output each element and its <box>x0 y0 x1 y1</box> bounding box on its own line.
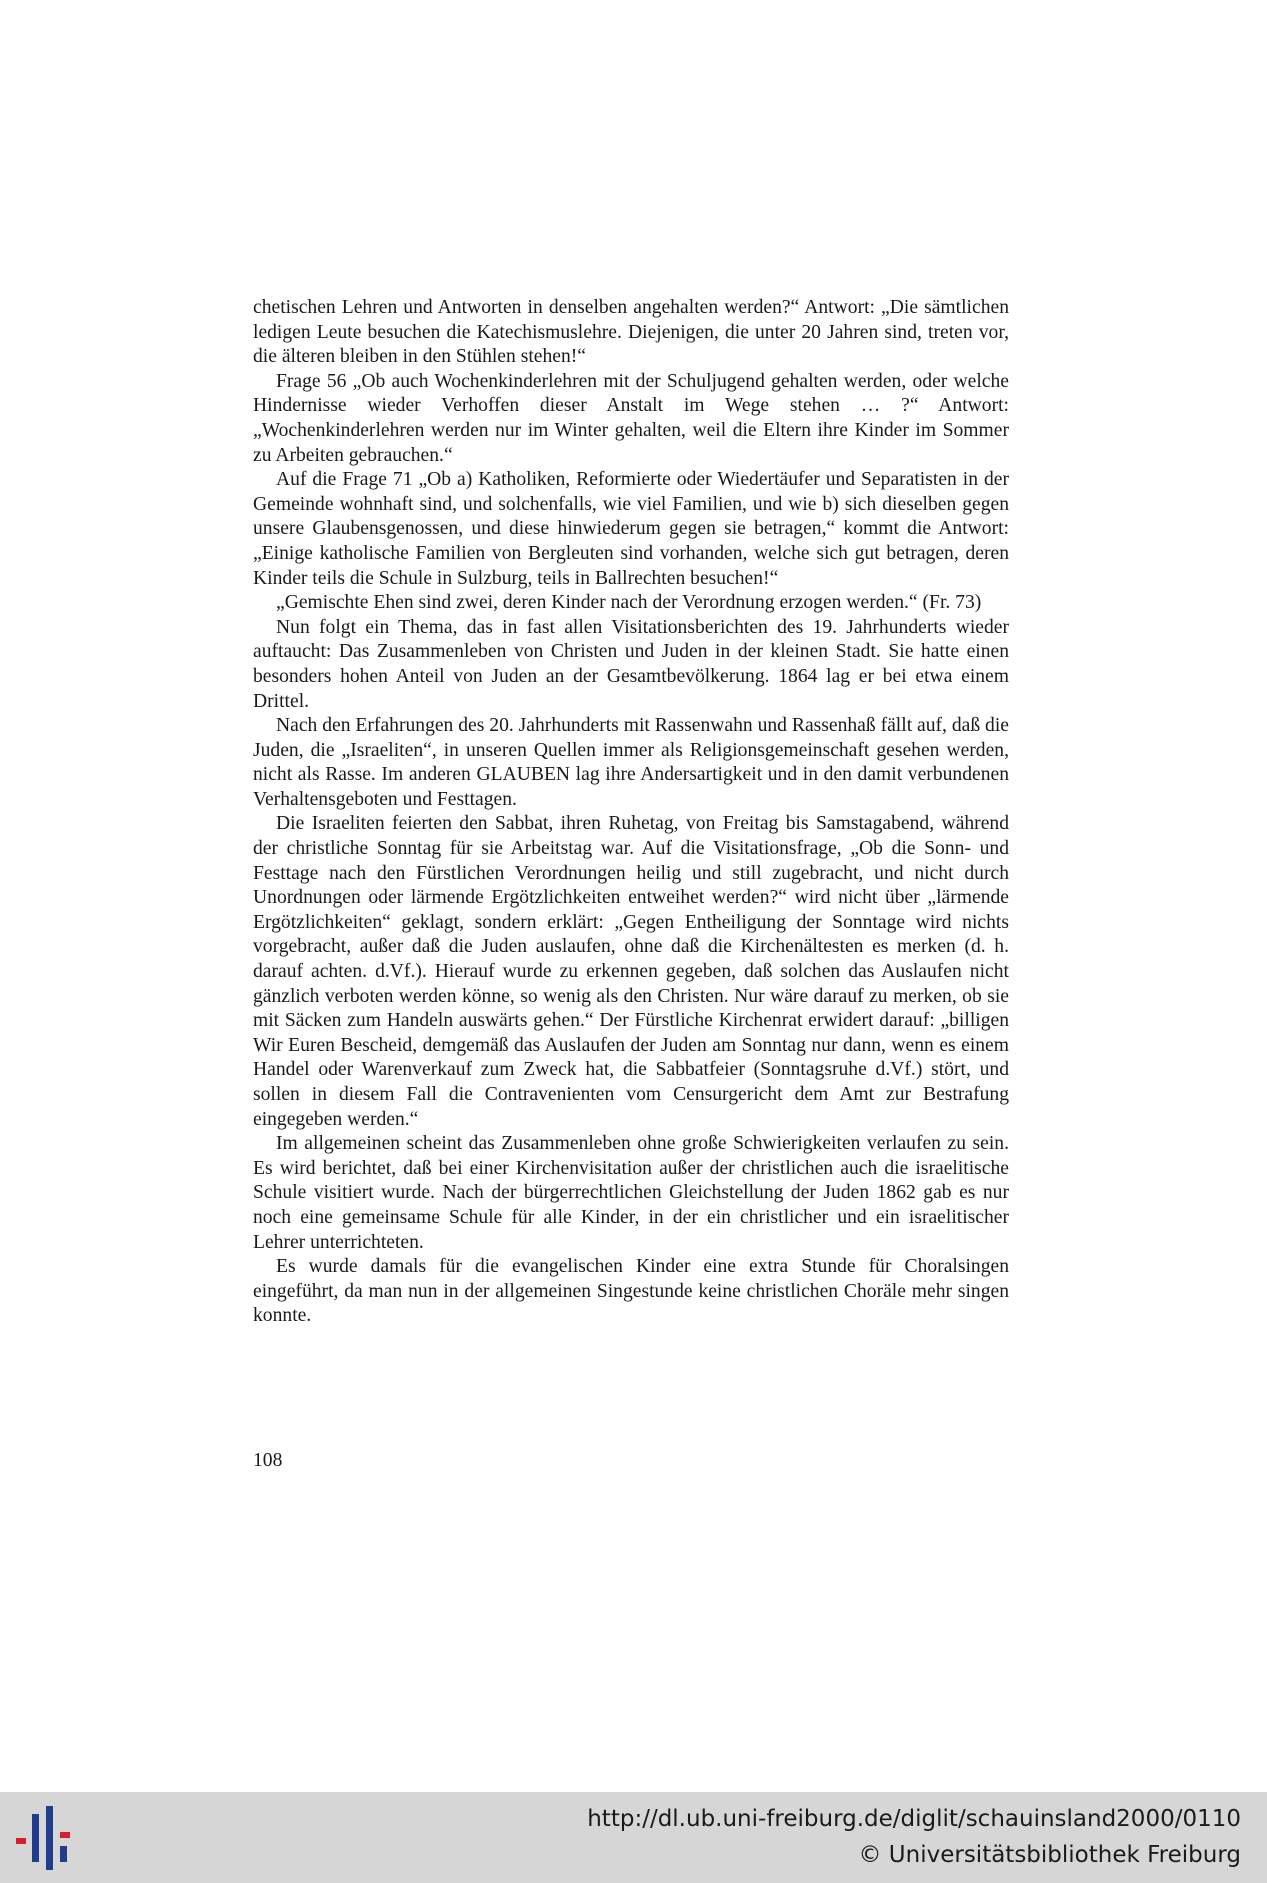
paragraph: „Gemischte Ehen sind zwei, deren Kinder nach der Verordnung erzogen werden.“ (Fr. 73) <box>276 592 982 614</box>
source-url-link[interactable]: http://dl.ub.uni-freiburg.de/diglit/schauinsland2000/0110 <box>587 1806 1241 1832</box>
paragraph: Auf die Frage 71 „Ob a) Katholiken, Reformierte oder Wiedertäufer und Separatisten in der Gemeinde wohnhaft sind, und solchenfalls, wie viel Familien, und wie b) sich dieselben gegen unsere Glaubensgenossen, und diese hinwiederum gegen sie betragen,“ kommt die Antwort: „Einige katholische Familien von Bergleuten sind vorhanden, welche sich gut betragen, deren Kinder teils die Schule in Sulzburg, teils in Ballrechten besuchen!“ <box>253 469 1009 589</box>
footer-bar <box>0 1792 1267 1883</box>
paragraph: Die Israeliten feierten den Sabbat, ihren Ruhetag, von Freitag bis Samstagabend, während der christliche Sonntag für sie Arbeitstag war. Auf die Visitationsfrage, „Ob die Sonn- und Festtage nach den Fürstlichen Verordnungen heilig und still zugebracht, und nicht durch Unordnungen oder lärmende Ergötzlichkeiten entweihet werden?“ wird nicht über „lärmende Ergötzlichkeiten“ geklagt, sondern erklärt: „Gegen Entheiligung der Sonntage wird nichts vorgebracht, außer daß die Juden auslaufen, ohne daß die Kirchenältesten es merken (d. h. darauf achten. d.Vf.). Hierauf wurde zu erkennen gegeben, daß solchen das Auslaufen nicht gänzlich verboten werden könne, so wenig als den Christen. Nur wäre darauf zu merken, ob sie mit Säcken zum Handeln auswärts gehen.“ Der Fürstliche Kirchenrat erwidert darauf: „billigen Wir Euren Bescheid, demgemäß das Auslaufen der Juden am Sonntag nur dann, wenn es einem Handel oder Warenverkauf zum Zweck hat, die Sabbatfeier (Sonntagsruhe d.Vf.) stört, und sollen in diesem Fall die Contravenienten vom Censurgericht dem Amt zur Bestrafung eingegeben werden.“ <box>253 813 1009 1130</box>
paragraph: Es wurde damals für die evangelischen Kinder eine extra Stunde für Choralsingen eingeführt, da man nun in der allgemeinen Singestunde keine christlichen Choräle mehr singen konnte. <box>253 1256 1009 1327</box>
paragraph: Frage 56 „Ob auch Wochenkinderlehren mit der Schuljugend gehalten werden, oder welche Hindernisse wieder Verhoffen dieser Anstalt im Wege stehen … ?“ Antwort: „Wochenkinderlehren werden nur im Winter gehalten, weil die Eltern ihre Kinder im Sommer zu Arbeiten gebrauchen.“ <box>253 370 1009 466</box>
ub-freiburg-logo-icon[interactable] <box>14 1806 80 1870</box>
paragraph: Nach den Erfahrungen des 20. Jahrhunderts mit Rassenwahn und Rassenhaß fällt auf, daß die Juden, die „Israeliten“, in unseren Quellen immer als Religionsgemeinschaft gesehen werden, nicht als Rasse. Im anderen GLAUBEN lag ihre Andersartigkeit und in den damit verbundenen Verhaltensgeboten und Festtagen. <box>253 715 1009 810</box>
body-text <box>253 296 1009 1329</box>
paragraph: chetischen Lehren und Antworten in denselben angehalten werden?“ Antwort: „Die sämtlichen ledigen Leute besuchen die Katechismuslehre. Diejenigen, die unter 20 Jahren sind, treten vor, die älteren bleiben in den Stühlen stehen!“ <box>253 297 1009 368</box>
paragraph: Im allgemeinen scheint das Zusammenleben ohne große Schwierigkeiten verlaufen zu sein. Es wird berichtet, daß bei einer Kirchenvisitation außer der christlichen auch die israelitische Schule visitiert wurde. Nach der bürgerrechtlichen Gleichstellung der Juden 1862 gab es nur noch eine gemeinsame Schule für alle Kinder, in der ein christlicher und ein israelitischer Lehrer unterrichteten. <box>253 1133 1009 1253</box>
page-number: 108 <box>253 1450 283 1471</box>
paragraph: Nun folgt ein Thema, das in fast allen Visitationsberichten des 19. Jahrhunderts wieder auftaucht: Das Zusammenleben von Christen und Juden in der kleinen Stadt. Sie hatte einen besonders hohen Anteil von Juden an der Gesamtbevölkerung. 1864 lag er bei etwa einem Drittel. <box>253 616 1009 712</box>
copyright-notice: © Universitätsbibliothek Freiburg <box>858 1842 1241 1868</box>
